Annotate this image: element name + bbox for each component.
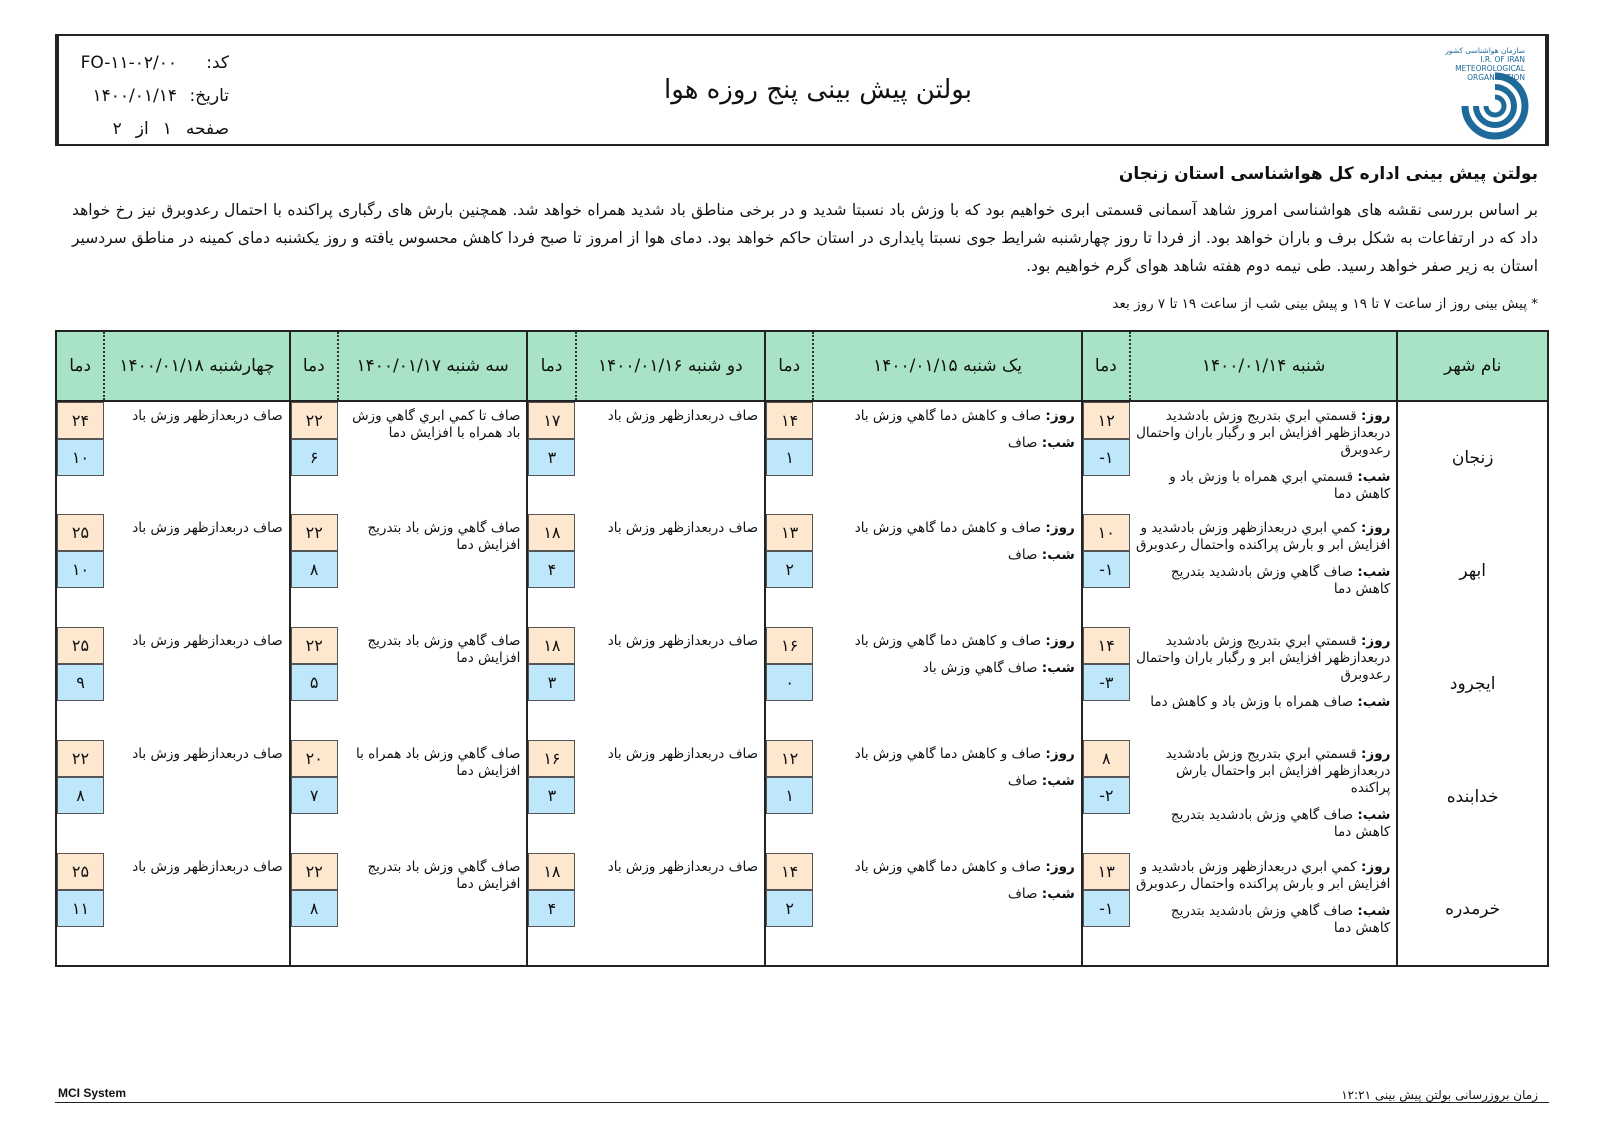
code-label: کد: [206, 52, 229, 73]
max-temp: ۲۲ [291, 402, 338, 439]
day4-temps [290, 627, 338, 740]
day-text: صاف و كاهش دما گاهي وزش باد [854, 633, 1042, 649]
day3-forecast: صاف دربعدازظهر وزش باد [607, 408, 759, 424]
day4-forecast: صاف گاهي وزش باد بتدريج افزايش دما [338, 853, 528, 966]
day4-temps [290, 401, 338, 514]
day4-forecast: صاف گاهي وزش باد همراه با افزايش دما [356, 746, 521, 779]
day4-forecast: صاف تا كمي ابري گاهي وزش باد همراه با افزايش دما [352, 408, 521, 441]
min-temp: ۸ [291, 890, 338, 927]
day4-temps [290, 853, 338, 966]
day1-night-forecast [1134, 694, 1390, 711]
min-temp: ۸ [291, 551, 338, 588]
city-name: زنجان [1397, 401, 1548, 514]
logo-line-1: سازمان هواشناسی کشور [1445, 46, 1525, 55]
night-text: صاف همراه با وزش باد و كاهش دما [1150, 694, 1354, 710]
day-label: روز: [1045, 746, 1075, 762]
day1-forecast [1130, 514, 1397, 627]
day-header-1: شنبه ۱۴۰۰/۰۱/۱۴ [1130, 331, 1397, 401]
day-text: قسمتي ابري بتدريج وزش بادشديد دربعدازظهر افزايش ابر واحتمال بارش پراكنده [1165, 746, 1391, 796]
day-label: روز: [1361, 746, 1391, 762]
day3-forecast: صاف دربعدازظهر وزش باد [607, 746, 759, 762]
night-text: صاف [1007, 886, 1038, 902]
day1-day-forecast [1134, 859, 1390, 893]
max-temp: ۱۸ [528, 627, 575, 664]
night-text: صاف [1007, 773, 1038, 789]
night-label: شب: [1357, 807, 1391, 823]
day1-night-forecast [1134, 903, 1390, 937]
night-label: شب: [1357, 469, 1391, 485]
day2-day-forecast [817, 408, 1074, 425]
night-label: شب: [1041, 773, 1075, 789]
city-header: نام شهر [1397, 331, 1548, 401]
max-temp: ۲۴ [57, 402, 104, 439]
day-label: روز: [1045, 859, 1075, 875]
night-text: صاف [1007, 435, 1038, 451]
document-meta [57, 36, 243, 144]
day2-forecast [813, 627, 1081, 740]
min-temp: ۳ [528, 777, 575, 814]
table-row [56, 401, 1548, 514]
day1-forecast [1130, 627, 1397, 740]
day2-forecast [813, 853, 1081, 966]
page-row [59, 112, 229, 145]
night-text: صاف گاهي وزش باد [922, 660, 1038, 676]
day2-temps [765, 401, 813, 514]
max-temp: ۲۵ [57, 514, 104, 551]
night-text: صاف گاهي وزش بادشديد بتدريج كاهش دما [1170, 564, 1391, 597]
max-temp: ۱۲ [1083, 402, 1130, 439]
day3-temps [527, 853, 575, 966]
day5-forecast: صاف دربعدازظهر وزش باد [104, 853, 289, 966]
min-temp: ۲ [766, 551, 813, 588]
day-label: روز: [1045, 520, 1075, 536]
night-label: شب: [1357, 903, 1391, 919]
city-name: ایجرود [1397, 627, 1548, 740]
night-label: شب: [1041, 435, 1075, 451]
day2-temps [765, 740, 813, 853]
min-temp: ۱ [766, 777, 813, 814]
max-temp: ۱۴ [766, 402, 813, 439]
day-text: صاف و كاهش دما گاهي وزش باد [854, 408, 1042, 424]
table-row [56, 514, 1548, 627]
day4-temps [290, 740, 338, 853]
day3-temps [527, 627, 575, 740]
day5-forecast: صاف دربعدازظهر وزش باد [132, 520, 283, 536]
day-label: روز: [1045, 633, 1075, 649]
max-temp: ۲۲ [291, 514, 338, 551]
update-label: زمان بروزرسانی بولتن پیش بینی [1374, 1088, 1538, 1102]
max-temp: ۲۵ [57, 853, 104, 890]
day5-temps [56, 853, 104, 966]
day2-night-forecast [817, 660, 1074, 677]
day1-forecast [1130, 740, 1397, 853]
min-temp: ۷ [291, 777, 338, 814]
day-header-4: سه شنبه ۱۴۰۰/۰۱/۱۷ [338, 331, 528, 401]
day2-temps [765, 853, 813, 966]
day2-day-forecast [817, 859, 1074, 876]
day5-forecast: صاف دربعدازظهر وزش باد [132, 408, 283, 424]
min-temp: ۹ [57, 664, 104, 701]
min-temp: ۲ [766, 890, 813, 927]
min-temp: -۱ [1083, 890, 1130, 927]
day2-night-forecast [817, 773, 1074, 790]
city-name: ابهر [1397, 514, 1548, 627]
table-row [56, 627, 1548, 740]
day-text: كمي ابري دربعدازظهر وزش بادشديد و افزايش ابر و بارش پراكنده واحتمال رعدوبرق [1136, 520, 1391, 553]
day1-night-forecast [1134, 469, 1390, 503]
day2-night-forecast [817, 886, 1074, 903]
max-temp: ۱۷ [528, 402, 575, 439]
forecast-summary: بر اساس بررسی نقشه های هواشناسی امروز شاهد آسمانی قسمتی ابری خواهیم بود که با وزش باد نسبتا شدید و در برخی مناطق باد شدید همراه خواهد شد. همچنین بارش های رگباری پراکنده با احتمال رعدوبرق نیز رخ خواهد داد که در ارتفاعات به شکل برف و باران خواهد بود. از فردا تا روز چهارشنبه شرایط جوی نسبتا پایداری در استان حاکم خواهد بود. دمای هوا از امروز تا صبح فردا کاهش محسوس یافته و روز یکشنبه دمای کمینه در مناطق سردسیر استان به زیر صفر خواهد رسید. طی نیمه دوم هفته شاهد هوای گرم خواهیم بود. [72, 201, 1538, 275]
page-label: صفحه [185, 118, 229, 139]
min-temp: ۳ [528, 439, 575, 476]
logo-box [1393, 36, 1547, 144]
max-temp: ۸ [1083, 740, 1130, 777]
city-name: خرمدره [1397, 853, 1548, 966]
min-temp: -۱ [1083, 439, 1130, 476]
max-temp: ۱۴ [1083, 627, 1130, 664]
day3-forecast: صاف دربعدازظهر وزش باد [576, 853, 766, 966]
min-temp: ۴ [528, 551, 575, 588]
day1-day-forecast [1134, 520, 1390, 554]
day1-day-forecast [1134, 633, 1390, 684]
temp-header-3: دما [527, 331, 575, 401]
day1-temps [1082, 514, 1130, 627]
day2-day-forecast [817, 520, 1074, 537]
min-temp: ۶ [291, 439, 338, 476]
day-label: روز: [1361, 408, 1391, 424]
date-label: تاریخ: [189, 85, 229, 106]
day-text: قسمتي ابري بتدريج وزش بادشديد دربعدازظهر افزايش ابر و رگبار باران واحتمال رعدوبرق [1136, 408, 1391, 458]
day3-temps [527, 401, 575, 514]
day5-temps [56, 627, 104, 740]
day1-temps [1082, 740, 1130, 853]
day2-forecast [813, 514, 1081, 627]
day3-forecast: صاف دربعدازظهر وزش باد [607, 520, 759, 536]
day-label: روز: [1045, 408, 1075, 424]
system-name: MCI System [58, 1086, 127, 1100]
code-value: FO-۱۱-۰۲/۰۰ [80, 52, 177, 73]
day1-temps [1082, 853, 1130, 966]
table-row [56, 740, 1548, 853]
bulletin-header [55, 34, 1549, 146]
day1-forecast [1130, 853, 1397, 966]
page-number: ۱ [162, 118, 172, 139]
max-temp: ۲۲ [291, 627, 338, 664]
date-value: ۱۴۰۰/۰۱/۱۴ [92, 85, 177, 106]
logo-line-3: METEOROLOGICAL [1455, 64, 1525, 73]
night-text: قسمتي ابري همراه با وزش باد و كاهش دما [1169, 469, 1391, 502]
day2-forecast [813, 401, 1081, 514]
date-row [59, 79, 229, 112]
night-label: شب: [1041, 660, 1075, 676]
logo-line-2: I.R. OF IRAN [1480, 55, 1525, 64]
max-temp: ۱۳ [766, 514, 813, 551]
table-header-row [56, 331, 1548, 401]
day5-forecast: صاف دربعدازظهر وزش باد [132, 633, 283, 649]
night-label: شب: [1357, 694, 1391, 710]
min-temp: -۲ [1083, 777, 1130, 814]
min-temp: ۱۰ [57, 439, 104, 476]
update-time: ۱۲:۲۱ [1341, 1088, 1372, 1102]
min-temp: ۱۱ [57, 890, 104, 927]
night-label: شب: [1041, 886, 1075, 902]
day2-night-forecast [817, 547, 1074, 564]
day-label: روز: [1361, 520, 1391, 536]
forecast-note: * پیش بینی روز از ساعت ۷ تا ۱۹ و پیش بینی شب از ساعت ۱۹ تا ۷ روز بعد [1112, 296, 1538, 312]
day2-temps [765, 514, 813, 627]
forecast-table [55, 330, 1549, 967]
night-label: شب: [1041, 547, 1075, 563]
section-title: بولتن پیش بینی اداره کل هواشناسی استان زنجان [1118, 164, 1538, 184]
max-temp: ۱۶ [766, 627, 813, 664]
footer-divider [55, 1102, 1549, 1103]
day-text: صاف و كاهش دما گاهي وزش باد [854, 859, 1042, 875]
temp-header-4: دما [290, 331, 338, 401]
day-label: روز: [1361, 633, 1391, 649]
day5-temps [56, 514, 104, 627]
day-header-2: یک شنبه ۱۴۰۰/۰۱/۱۵ [813, 331, 1081, 401]
day2-night-forecast [817, 435, 1074, 452]
max-temp: ۲۲ [291, 853, 338, 890]
max-temp: ۱۸ [528, 853, 575, 890]
day2-temps [765, 627, 813, 740]
day3-forecast: صاف دربعدازظهر وزش باد [607, 633, 759, 649]
max-temp: ۱۰ [1083, 514, 1130, 551]
table-row [56, 853, 1548, 966]
day1-temps [1082, 401, 1130, 514]
page-title: بولتن پیش بینی پنج روزه هوا [664, 75, 972, 105]
day2-day-forecast [817, 633, 1074, 650]
night-label: شب: [1357, 564, 1391, 580]
day5-temps [56, 740, 104, 853]
max-temp: ۲۵ [57, 627, 104, 664]
day2-day-forecast [817, 746, 1074, 763]
day-label: روز: [1361, 859, 1391, 875]
min-temp: ۸ [57, 777, 104, 814]
day3-temps [527, 514, 575, 627]
temp-header-2: دما [765, 331, 813, 401]
day2-forecast [813, 740, 1081, 853]
max-temp: ۲۰ [291, 740, 338, 777]
code-row [59, 46, 229, 79]
day-header-5: چهارشنبه ۱۴۰۰/۰۱/۱۸ [104, 331, 289, 401]
logo-line-4: ORGANIZATION [1467, 73, 1525, 82]
max-temp: ۱۸ [528, 514, 575, 551]
day1-day-forecast [1134, 408, 1390, 459]
night-text: صاف گاهي وزش بادشديد بتدريج كاهش دما [1170, 903, 1391, 936]
night-text: صاف [1007, 547, 1038, 563]
day5-temps [56, 401, 104, 514]
min-temp: ۳ [528, 664, 575, 701]
update-info [1341, 1088, 1538, 1102]
day-text: كمي ابري دربعدازظهر وزش بادشديد و افزايش ابر و بارش پراكنده واحتمال رعدوبرق [1136, 859, 1391, 892]
min-temp: -۳ [1083, 664, 1130, 701]
day4-forecast: صاف گاهي وزش باد بتدريج افزايش دما [367, 520, 521, 553]
day-text: صاف و كاهش دما گاهي وزش باد [854, 520, 1042, 536]
meteorological-logo-icon [1455, 70, 1533, 140]
day-text: صاف و كاهش دما گاهي وزش باد [854, 746, 1042, 762]
min-temp: ۵ [291, 664, 338, 701]
day1-day-forecast [1134, 746, 1390, 797]
max-temp: ۲۲ [57, 740, 104, 777]
page-total: ۲ [112, 118, 122, 139]
min-temp: ۱ [766, 439, 813, 476]
day4-forecast: صاف گاهي وزش باد بتدريج افزايش دما [367, 633, 521, 666]
min-temp: ۱۰ [57, 551, 104, 588]
day1-forecast [1130, 401, 1397, 514]
min-temp: -۱ [1083, 551, 1130, 588]
min-temp: ۰ [766, 664, 813, 701]
min-temp: ۴ [528, 890, 575, 927]
day-header-3: دو شنبه ۱۴۰۰/۰۱/۱۶ [576, 331, 766, 401]
night-text: صاف گاهي وزش بادشديد بتدريج كاهش دما [1170, 807, 1391, 840]
max-temp: ۱۳ [1083, 853, 1130, 890]
day4-temps [290, 514, 338, 627]
city-name: خدابنده [1397, 740, 1548, 853]
page-of: از [135, 118, 149, 139]
day5-forecast: صاف دربعدازظهر وزش باد [132, 746, 283, 762]
day3-temps [527, 740, 575, 853]
day-text: قسمتي ابري بتدريج وزش بادشديد دربعدازظهر افزايش ابر و رگبار باران واحتمال رعدوبرق [1136, 633, 1391, 683]
max-temp: ۱۶ [528, 740, 575, 777]
day1-temps [1082, 627, 1130, 740]
max-temp: ۱۴ [766, 853, 813, 890]
max-temp: ۱۲ [766, 740, 813, 777]
temp-header-5: دما [56, 331, 104, 401]
temp-header-1: دما [1082, 331, 1130, 401]
day1-night-forecast [1134, 564, 1390, 598]
day1-night-forecast [1134, 807, 1390, 841]
